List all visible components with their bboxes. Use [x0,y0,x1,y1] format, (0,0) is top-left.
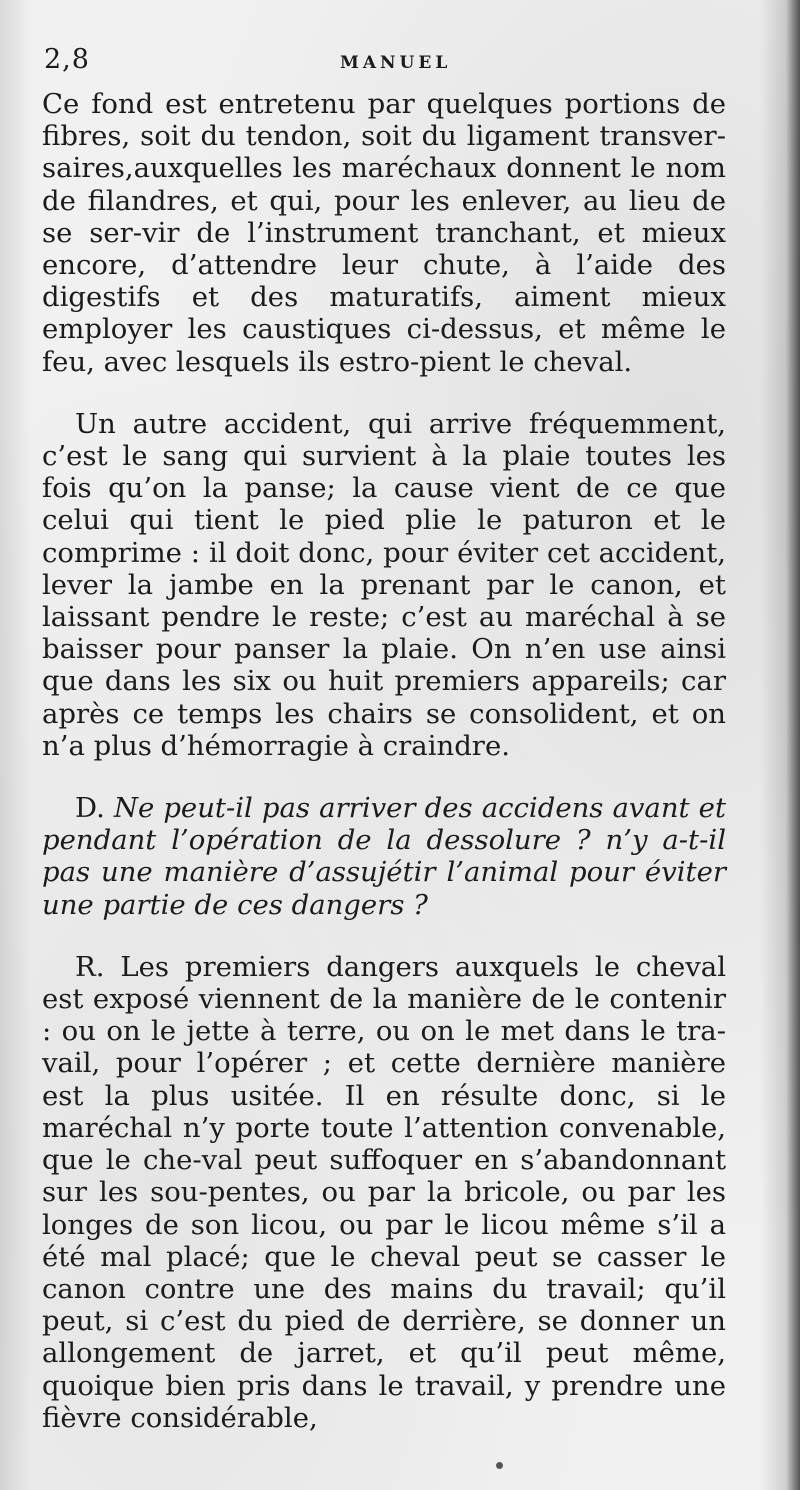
question-paragraph [42,792,726,921]
answer-paragraph [42,951,726,1434]
answer-label: R. [75,950,105,983]
page-number: 2,8 [44,44,90,75]
page-edge-shadow [786,0,800,1490]
body-text [42,88,726,1434]
page-header [40,44,740,80]
question-label: D. [75,792,105,825]
paragraph-1: Ce fond est entretenu par quelques portions de fibres, soit du tendon, soit du ligament transver-saires,auxquelles les maréchaux donnent le nom de filandres, et qui, pour les enlever, au lieu de se ser-vir de l’instrument tranchant, et mieux encore, d’attendre leur chute, à l’aide des digestifs et des maturatifs, aiment mieux employer les caustiques ci-dessus, et même le feu, avec lesquels ils estro-pient le cheval. [42,88,726,378]
question-text: Ne peut-il pas arriver des accidens avant et pendant l’opération de la dessolure ? n’y a-t-il pas une manière d’assujétir l’animal pour éviter une partie de ces dangers ? [42,792,726,921]
answer-text: Les premiers dangers auxquels le cheval est exposé viennent de la manière de le contenir : ou on le jette à terre, ou on le met dans le tra-vail, pour l’opérer ; et cette dernière manière est la plus usitée. Il en résulte donc, si le maréchal n’y porte toute l’attention convenable, que le che-val peut suffoquer en s’abandonnant sur les sou-pentes, ou par la bricole, ou par les longes de son licou, ou par le licou même s’il a été mal placé; que le cheval peut se casser le canon contre une des mains du travail; qu’il peut, si c’est du pied de derrière, se donner un allongement de jarret, et qu’il peut même, quoique bien pris dans le travail, y prendre une fièvre considérable, [42,950,726,1434]
ink-spot [496,1462,503,1469]
running-head: MANUEL [340,53,452,73]
paragraph-2: Un autre accident, qui arrive fréquemment, c’est le sang qui survient à la plaie toutes les fois qu’on la panse; la cause vient de ce que celui qui tient le pied plie le paturon et le comprime : il doit donc, pour éviter cet accident, lever la jambe en la prenant par le canon, et laissant pendre le reste; c’est au maréchal à se baisser pour panser la plaie. On n’en use ainsi que dans les six ou huit premiers appareils; car après ce temps les chairs se consolident, et on n’a plus d’hémorragie à craindre. [42,407,726,762]
